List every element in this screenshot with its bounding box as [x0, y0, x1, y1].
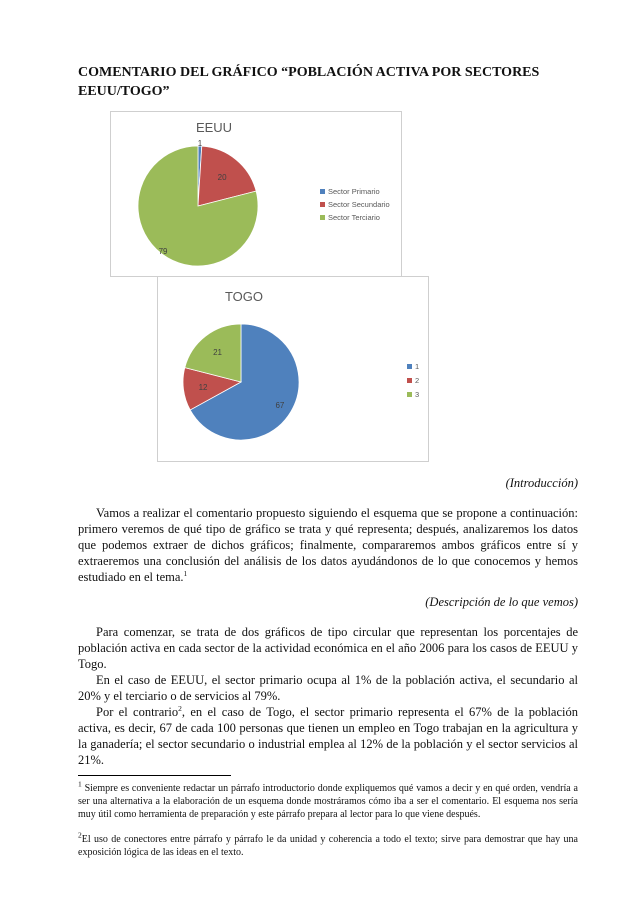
footnote-2	[78, 830, 578, 859]
paragraph-intro-text: Vamos a realizar el comentario propuesto siguiendo el esquema que se propone a continuación: primero veremos de qué tipo de gráfico se trata y qué representa; después, analizaremos los datos que podemos extraer de dichos gráficos; finalmente, compararemos ambos gráficos entre sí y extraeremos una conclusión del análisis de los datos ayudándonos de lo que conocemos y hemos estudiado en el tema.	[78, 506, 578, 584]
footnote-1-number: 1	[78, 779, 82, 789]
paragraph-eeuu: En el caso de EEUU, el sector primario ocupa al 1% de la población activa, el secundario al 20% y el terciario o de servicios al 79%.	[78, 673, 578, 703]
togo-data-label-2: 12	[198, 382, 208, 392]
eeuu-data-label-3: 79	[158, 247, 168, 257]
togo-legend-swatch-1	[407, 364, 412, 369]
eeuu-legend-label-3: Sector Terciario	[328, 213, 380, 222]
paragraph-togo-start: Por el contrario	[96, 705, 179, 719]
eeuu-data-label-1: 1	[197, 139, 203, 149]
togo-data-label-3: 21	[213, 347, 222, 357]
section-heading-intro: (Introducción)	[505, 476, 578, 490]
footnote-divider	[78, 775, 231, 776]
eeuu-legend-label-1: Sector Primario	[328, 187, 380, 196]
togo-legend-swatch-3	[407, 392, 412, 397]
page-title: COMENTARIO DEL GRÁFICO “POBLACIÓN ACTIVA POR SECTORES EEUU/TOGO”	[78, 65, 540, 99]
togo-legend-label-3: 3	[415, 390, 420, 399]
footnote-1-text: Siempre es conveniente redactar un párrafo introductorio donde expliquemos qué vamos a decir y en qué orden, vendría a ser una alternativa a la elaboración de un esquema donde mostráramos cómo iba a ser el comentario. El esquema nos sería muy útil como herramienta de preparación y este párrafo prepara al lector para lo que viene después.	[78, 783, 578, 820]
eeuu-title: EEUU	[195, 120, 233, 135]
eeuu-pie-svg	[111, 112, 401, 276]
paragraph-togo-rest: , en el caso de Togo, el sector primario representa el 67% de la población activa, es decir, 67 de cada 100 personas que tienen un empleo en Togo trabajan en la agricultura y la ganadería; el sector secundario o industrial emplea al 12% de la población y el sector servicios al 21%.	[78, 705, 578, 767]
eeuu-pie-chart	[110, 111, 402, 277]
eeuu-legend-label-2: Sector Secundario	[328, 200, 390, 209]
paragraph-togo	[78, 704, 578, 768]
footnote-2-number: 2	[78, 830, 82, 840]
togo-title: TOGO	[224, 289, 264, 304]
togo-pie-svg	[158, 277, 428, 461]
eeuu-legend-swatch-3	[320, 215, 325, 220]
togo-pie-chart	[157, 276, 429, 462]
footnote-ref-1: 1	[183, 568, 188, 578]
paragraph-chart-type: Para comenzar, se trata de dos gráficos de tipo circular que representan los porcentajes de población activa en cada sector de la actividad económica en el año 2006 para los casos de EEUU y Togo.	[78, 625, 578, 671]
footnote-ref-2: 2	[178, 703, 182, 713]
footnote-1	[78, 779, 578, 821]
togo-legend-swatch-2	[407, 378, 412, 383]
togo-legend-label-2: 2	[415, 376, 420, 385]
eeuu-data-label-2: 20	[217, 172, 227, 182]
eeuu-legend-swatch-2	[320, 202, 325, 207]
footnote-2-text: El uso de conectores entre párrafo y párrafo le da unidad y coherencia a todo el texto; sirve para demostrar que hay una exposición lógica de las ideas en el texto.	[78, 834, 578, 858]
togo-legend-label-1: 1	[415, 362, 420, 371]
togo-data-label-1: 67	[275, 401, 285, 411]
eeuu-legend-swatch-1	[320, 189, 325, 194]
section-heading-description: (Descripción de lo que vemos)	[425, 595, 578, 609]
paragraph-intro	[78, 505, 578, 585]
